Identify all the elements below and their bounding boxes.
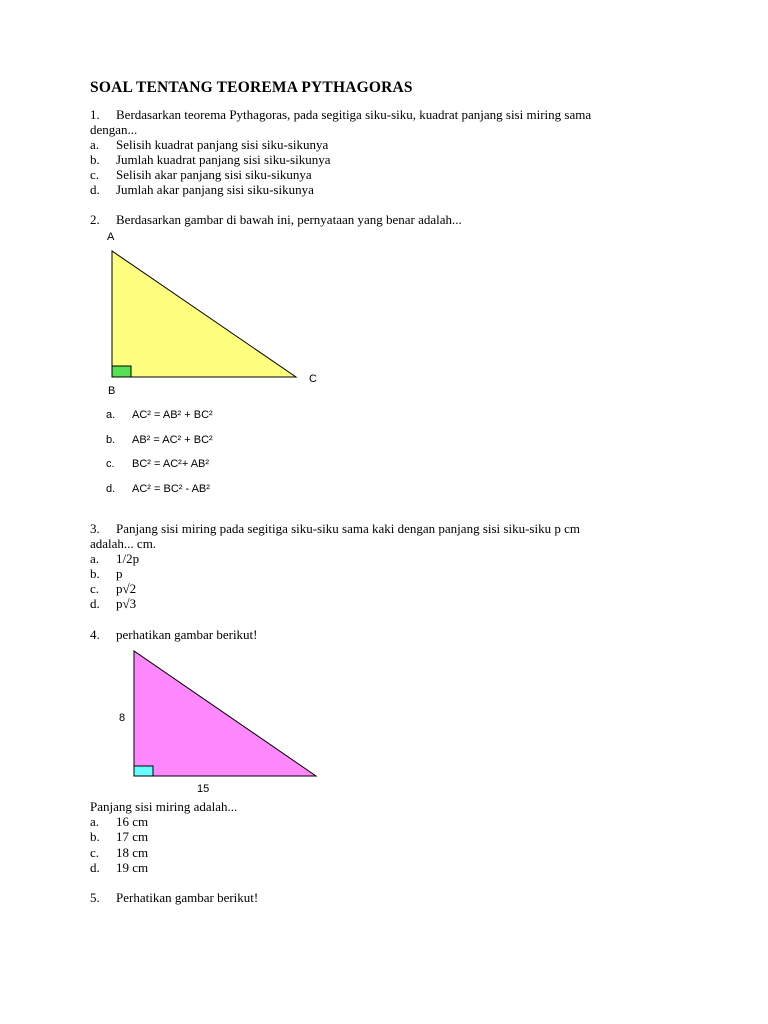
- question-3-option-d: d. p√3: [90, 596, 137, 611]
- question-4-option-a: a. 16 cm: [90, 814, 149, 829]
- question-3-line-1: [90, 521, 580, 536]
- question-4-option-c: c. 18 cm: [90, 845, 149, 860]
- question-2-option-a: a. AC² = AB² + BC²: [106, 409, 213, 421]
- question-1-number: 1.: [90, 107, 100, 122]
- question-3-text: Panjang sisi miring pada segitiga siku-siku sama kaki dengan panjang sisi siku-siku p cm: [116, 521, 580, 536]
- question-3-option-c: c. p√2: [90, 581, 137, 596]
- question-1-option-b: b. Jumlah kuadrat panjang sisi siku-sikunya: [90, 152, 331, 167]
- page-title: SOAL TENTANG TEOREMA PYTHAGORAS: [90, 79, 413, 96]
- triangle-abc: [112, 251, 296, 377]
- side-label-vertical: 8: [119, 712, 126, 724]
- question-4-text: perhatikan gambar berikut!: [116, 627, 258, 642]
- triangle-8-15: [134, 651, 316, 776]
- question-4-prompt: Panjang sisi miring adalah...: [90, 799, 238, 814]
- question-5-text: Perhatikan gambar berikut!: [116, 890, 259, 905]
- question-4-line: [90, 627, 258, 642]
- question-4-option-d: d. 19 cm: [90, 860, 149, 875]
- question-3-line-2: adalah... cm.: [90, 536, 157, 551]
- question-1-option-d: d. Jumlah akar panjang sisi siku-sikunya: [90, 182, 314, 197]
- question-4-number: 4.: [90, 627, 100, 642]
- vertex-label-a: A: [107, 231, 115, 243]
- right-angle-marker: [134, 766, 153, 776]
- question-4-option-b: b. 17 cm: [90, 829, 149, 844]
- question-5-line: [90, 890, 258, 905]
- vertex-label-c: C: [309, 373, 317, 385]
- right-angle-marker-b: [112, 366, 131, 377]
- question-3-option-a: a. 1/2p: [90, 551, 140, 566]
- question-1-option-a: a. Selisih kuadrat panjang sisi siku-sikunya: [90, 137, 329, 152]
- question-2-option-d: d. AC² = BC² - AB²: [106, 483, 210, 495]
- question-3-option-b: b. p: [90, 566, 123, 581]
- question-1-text: Berdasarkan teorema Pythagoras, pada segitiga siku-siku, kuadrat panjang sisi miring sama: [116, 107, 592, 122]
- question-5-number: 5.: [90, 890, 100, 905]
- question-2-option-b: b. AB² = AC² + BC²: [106, 434, 213, 446]
- question-2-text: Berdasarkan gambar di bawah ini, pernyataan yang benar adalah...: [116, 212, 462, 227]
- side-label-horizontal: 15: [197, 783, 210, 795]
- question-2-number: 2.: [90, 212, 100, 227]
- question-1-line-2: dengan...: [90, 122, 138, 137]
- question-2-option-c: c. BC² = AC²+ AB²: [106, 458, 210, 470]
- question-3-number: 3.: [90, 521, 100, 536]
- question-1-option-c: c. Selisih akar panjang sisi siku-sikunya: [90, 167, 312, 182]
- vertex-label-b: B: [108, 385, 116, 397]
